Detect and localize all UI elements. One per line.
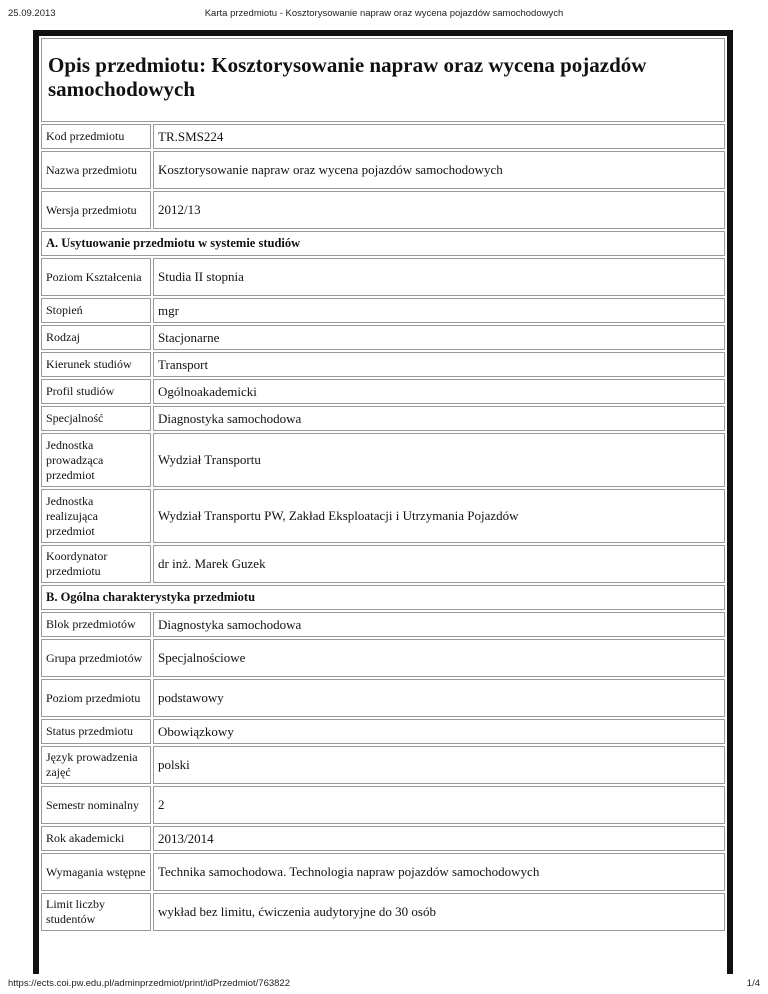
table-row	[41, 352, 725, 377]
row-label: Nazwa przedmiotu	[41, 151, 151, 189]
row-value: Technika samochodowa. Technologia napraw pojazdów samochodowych	[153, 853, 725, 891]
row-value: Kosztorysowanie napraw oraz wycena pojazdów samochodowych	[153, 151, 725, 189]
section-a-title: A. Usytuowanie przedmiotu w systemie studiów	[41, 231, 725, 256]
table-row	[41, 151, 725, 189]
table-row	[41, 545, 725, 583]
row-label: Język prowadzenia zajęć	[41, 746, 151, 784]
row-label: Poziom przedmiotu	[41, 679, 151, 717]
table-row	[41, 191, 725, 229]
table-row	[41, 746, 725, 784]
row-value: Stacjonarne	[153, 325, 725, 350]
table-row	[41, 826, 725, 851]
row-value: 2013/2014	[153, 826, 725, 851]
print-header	[0, 0, 768, 30]
table-row	[41, 853, 725, 891]
row-label: Stopień	[41, 298, 151, 323]
row-label: Kod przedmiotu	[41, 124, 151, 149]
section-header-row	[41, 231, 725, 256]
row-value: Wydział Transportu PW, Zakład Eksploatacji i Utrzymania Pojazdów	[153, 489, 725, 543]
row-value: Ogólnoakademicki	[153, 379, 725, 404]
row-label: Kierunek studiów	[41, 352, 151, 377]
table-row	[41, 719, 725, 744]
section-header-row	[41, 585, 725, 610]
row-label: Wersja przedmiotu	[41, 191, 151, 229]
row-value: dr inż. Marek Guzek	[153, 545, 725, 583]
print-url: https://ects.coi.pw.edu.pl/adminprzedmiot/print/idPrzedmiot/763822	[8, 978, 290, 989]
row-value: Studia II stopnia	[153, 258, 725, 296]
print-footer	[0, 976, 768, 992]
row-value: mgr	[153, 298, 725, 323]
row-value: Obowiązkowy	[153, 719, 725, 744]
row-value: Diagnostyka samochodowa	[153, 406, 725, 431]
row-label: Poziom Kształcenia	[41, 258, 151, 296]
row-value: Wydział Transportu	[153, 433, 725, 487]
row-label: Wymagania wstępne	[41, 853, 151, 891]
row-value: 2012/13	[153, 191, 725, 229]
row-label: Jednostka realizująca przedmiot	[41, 489, 151, 543]
row-value: Diagnostyka samochodowa	[153, 612, 725, 637]
row-label: Limit liczby studentów	[41, 893, 151, 931]
table-row	[41, 325, 725, 350]
section-b-title: B. Ogólna charakterystyka przedmiotu	[41, 585, 725, 610]
table-row	[41, 433, 725, 487]
table-row	[41, 639, 725, 677]
row-value: Transport	[153, 352, 725, 377]
row-label: Koordynator przedmiotu	[41, 545, 151, 583]
table-row	[41, 298, 725, 323]
row-value: wykład bez limitu, ćwiczenia audytoryjne do 30 osób	[153, 893, 725, 931]
row-value: Specjalnościowe	[153, 639, 725, 677]
row-label: Semestr nominalny	[41, 786, 151, 824]
table-row	[41, 679, 725, 717]
course-table	[39, 36, 727, 933]
table-row	[41, 612, 725, 637]
row-label: Rok akademicki	[41, 826, 151, 851]
row-label: Rodzaj	[41, 325, 151, 350]
table-row	[41, 406, 725, 431]
row-label: Grupa przedmiotów	[41, 639, 151, 677]
page-number: 1/4	[746, 978, 760, 989]
table-row	[41, 786, 725, 824]
row-label: Status przedmiotu	[41, 719, 151, 744]
row-label: Blok przedmiotów	[41, 612, 151, 637]
table-row	[41, 893, 725, 931]
table-row	[41, 258, 725, 296]
print-title: Karta przedmiotu - Kosztorysowanie napraw oraz wycena pojazdów samochodowych	[204, 8, 564, 19]
table-row	[41, 489, 725, 543]
row-label: Jednostka prowadząca przedmiot	[41, 433, 151, 487]
row-value: podstawowy	[153, 679, 725, 717]
course-card	[33, 30, 733, 974]
page-title: Opis przedmiotu: Kosztorysowanie napraw oraz wycena pojazdów samochodowych	[41, 38, 725, 122]
row-label: Profil studiów	[41, 379, 151, 404]
row-label: Specjalność	[41, 406, 151, 431]
row-value: TR.SMS224	[153, 124, 725, 149]
row-value: polski	[153, 746, 725, 784]
table-row	[41, 124, 725, 149]
print-date: 25.09.2013	[8, 8, 56, 19]
row-value: 2	[153, 786, 725, 824]
table-row	[41, 379, 725, 404]
